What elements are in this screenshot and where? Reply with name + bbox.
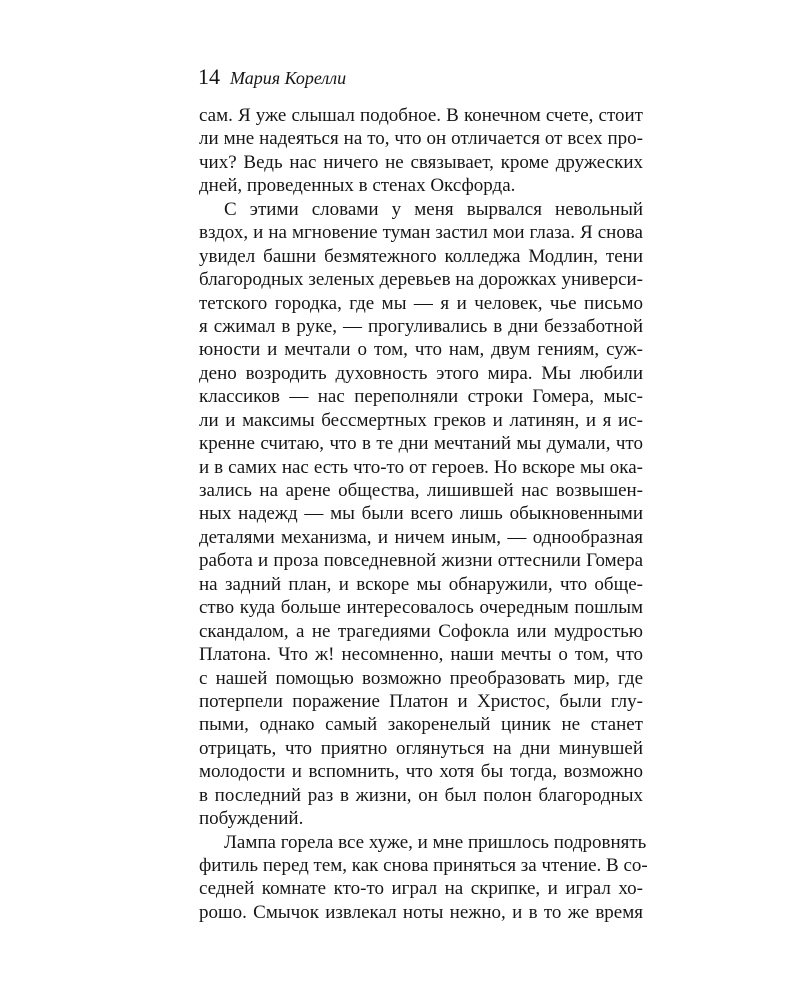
body-text	[199, 104, 648, 924]
text-line: благородных зеленых деревьев на дорожках универси-	[199, 269, 643, 291]
text-line: потерпели поражение Платон и Христос, были глу-	[199, 690, 643, 712]
text-line: сам. Я уже слышал подобное. В конечном счете, стоит	[199, 105, 643, 126]
text-line: увидел башни безмятежного колледжа Модлин, тени	[199, 245, 643, 267]
text-line: работа и проза повседневной жизни оттеснили Гомера	[199, 550, 643, 572]
text-line: Лампа горела все хуже, и мне пришлось подровнять	[224, 831, 647, 853]
text-line: пыми, однако самый закоренелый циник не станет	[199, 714, 643, 736]
text-line: я сжимал в руке, — прогуливались в дни беззаботной	[199, 315, 643, 337]
text-line: в последний раз в жизни, он был полон благородных	[199, 784, 643, 806]
text-line: кренне считаю, что в те дни мечтаний мы думали, что	[199, 433, 643, 455]
text-line: ли и максимы бессмертных греков и латинян, и я ис-	[199, 409, 643, 431]
text-line: рошо. Смычок извлекал ноты нежно, и в то же время	[199, 901, 643, 923]
text-line: зались на арене общества, лишившей нас возвышен-	[199, 480, 643, 501]
text-line: побуждений.	[199, 808, 304, 830]
text-line: тетского городка, где мы — я и человек, чье письмо	[199, 292, 643, 314]
text-line: Платона. Что ж! несомненно, наши мечты о том, что	[199, 644, 643, 666]
text-line: ных надежд — мы были всего лишь обыкновенными	[199, 503, 643, 525]
text-line: юности и мечтали о том, что нам, двум гениям, суж-	[199, 339, 643, 361]
text-line: классиков — нас переполняли строки Гомера, мыс-	[199, 386, 643, 408]
text-line: с нашей помощью возможно преобразовать мир, где	[199, 667, 643, 689]
text-line: дено возродить духовность этого мира. Мы любили	[199, 362, 643, 384]
text-line: молодости и вспомнить, что хотя бы тогда, возможно	[199, 761, 643, 783]
text-line: фитиль перед тем, как снова приняться за чтение. В со-	[199, 855, 648, 876]
text-line: отрицать, что приятно оглянуться на дни минувшей	[199, 737, 643, 759]
running-head	[198, 64, 346, 92]
text-line: скандалом, а не трагедиями Софокла или мудростью	[199, 620, 643, 642]
text-line: чих? Ведь нас ничего не связывает, кроме дружеских	[199, 151, 643, 173]
text-line: С этими словами у меня вырвался невольный	[224, 198, 643, 220]
text-line: седней комнате кто-то играл на скрипке, и играл хо-	[199, 878, 643, 900]
text-line: на задний план, и вскоре мы обнаружили, что обще-	[199, 573, 643, 595]
text-line: вздох, и на мгновение туман застил мои глаза. Я снова	[199, 222, 643, 244]
text-line: ство куда больше интересовалось очередным пошлым	[199, 597, 643, 619]
book-author: Мария Корелли	[230, 68, 347, 88]
page-number: 14	[198, 64, 220, 89]
text-line: ли мне надеяться на то, что он отличается от всех про-	[199, 128, 643, 150]
text-line: дней, проведенных в стенах Оксфорда.	[199, 175, 516, 197]
text-line: и в самих нас есть что-то от героев. Но вскоре мы ока-	[199, 456, 643, 478]
text-line: деталями механизма, и ничем иным, — однообразная	[199, 526, 643, 548]
